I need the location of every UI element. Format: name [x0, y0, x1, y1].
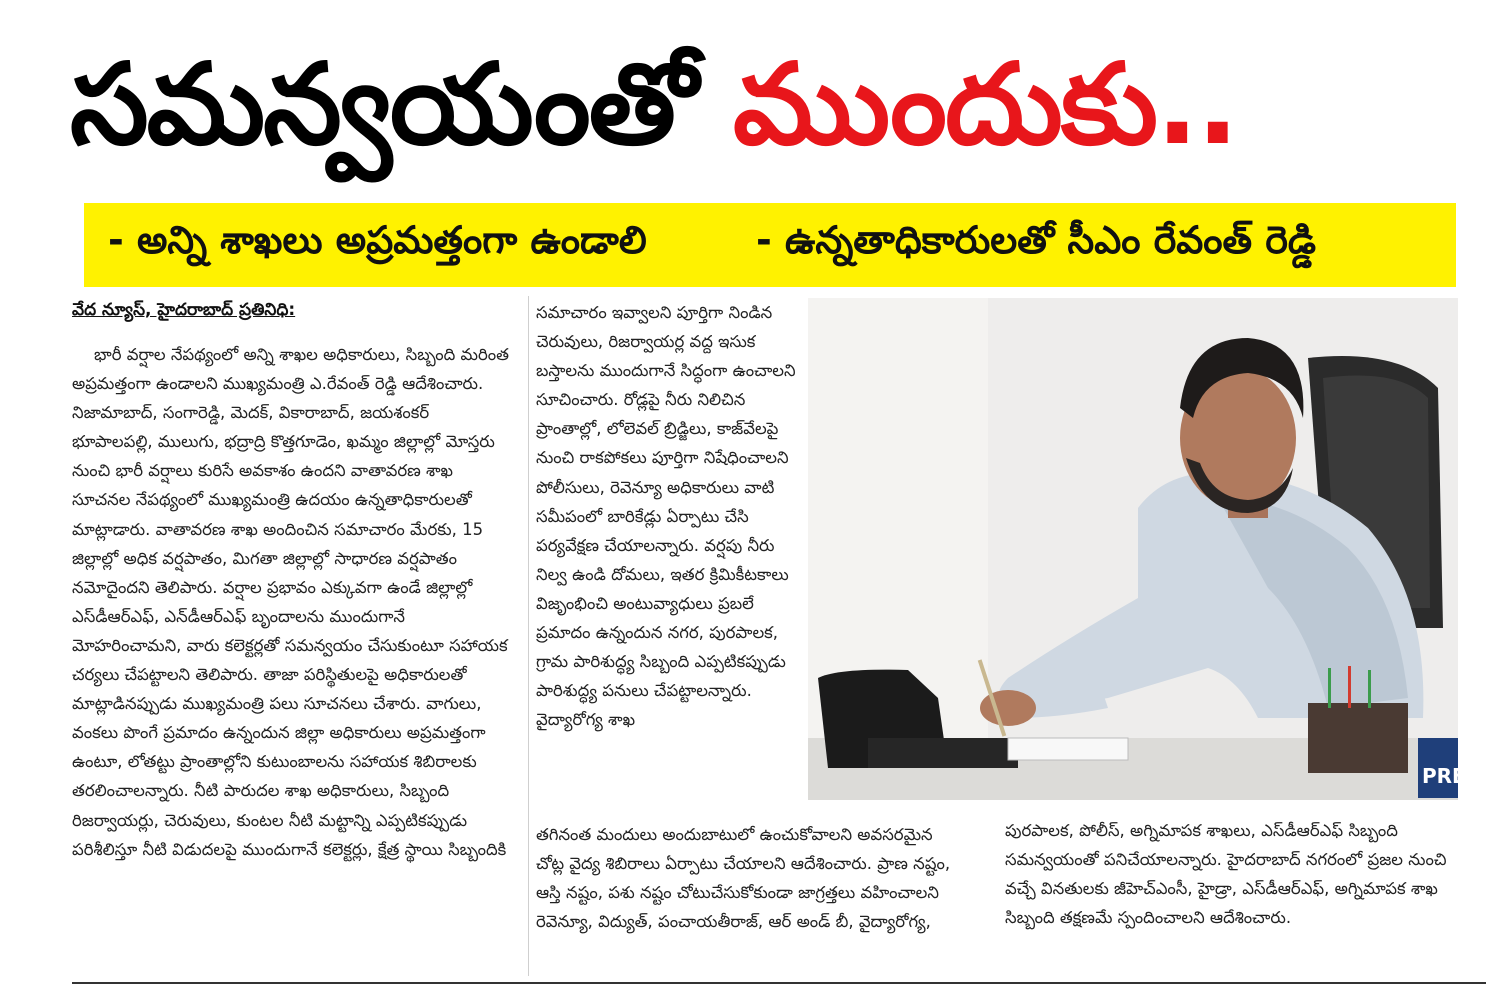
headline — [70, 30, 1470, 180]
column-divider — [528, 296, 529, 976]
headline-part-black: సమన్వయంతో — [70, 40, 696, 170]
byline: వేద న్యూస్, హైదరాబాద్ ప్రతినిధి: — [72, 300, 296, 320]
article-column-2: సమాచారం ఇవ్వాలని పూర్తిగా నిండిన చెరువులు, రిజర్వాయర్ల వద్ద ఇసుక బస్తాలను ముందుగానే సిద్ధంగా ఉంచాలని సూచించారు. రోడ్లపై నీరు నిలిచిన ప్రాంతాల్లో, లోలెవల్ బ్రిడ్జిలు, కాజ్‌వేలపై నుంచి రాకపోకలు పూర్తిగా నిషేధించాలని పోలీసులు, రెవెన్యూ అధికారులు వాటి సమీపంలో బారికేడ్లు ఏర్పాటు చేసి పర్యవేక్షణ చేయాలన్నారు. వర్షపు నీరు నిల్వ ఉండి దోమలు, ఇతర క్రిమికీటకాలు విజృంభించి అంటువ్యాధులు ప్రబలే ప్రమాదం ఉన్నందున నగర, పురపాలక, గ్రామ పారిశుద్ధ్య సిబ్బంది ఎప్పటికప్పుడు పారిశుద్ధ్య పనులు చేపట్టాలన్నారు. వైద్యారోగ్య శాఖ — [536, 303, 796, 730]
subheading-second: - ఉన్నతాధికారులతో సీఎం రేవంత్ రెడ్డి — [756, 218, 1316, 262]
headline-part-red: ముందుకు.. — [732, 40, 1238, 170]
news-photo — [808, 298, 1466, 800]
subheading-first: - అన్ని శాఖలు అప్రమత్తంగా ఉండాలి — [108, 218, 647, 262]
photo-illustration — [808, 298, 1466, 800]
article-column-3: తగినంత మందులు అందుబాటులో ఉంచుకోవాలని అవసరమైన చోట్ల వైద్య శిబిరాలు ఏర్పాటు చేయాలని ఆదేశించారు. ప్రాణ నష్టం, ఆస్తి నష్టం, పశు నష్టం చోటుచేసుకోకుండా జాగ్రత్తలు వహించాలని రెవెన్యూ, విద్యుత్, పంచాయతీరాజ్, ఆర్ అండ్ బీ, వైద్యారోగ్య, — [536, 825, 951, 932]
subheading-bar — [84, 203, 1456, 287]
photo-sign-text: PRE — [1422, 764, 1466, 788]
article-column-1: భారీ వర్షాల నేపథ్యంలో అన్ని శాఖల అధికారులు, సిబ్బంది మరింత అప్రమత్తంగా ఉండాలని ముఖ్యమంత్రి ఎ.రేవంత్ రెడ్డి ఆదేశించారు. నిజామాబాద్, సంగారెడ్డి, మెదక్, వికారాబాద్, జయశంకర్ భూపాలపల్లి, ములుగు, భద్రాద్రి కొత్తగూడెం, ఖమ్మం జిల్లాల్లో మోస్తరు నుంచి భారీ వర్షాలు కురిసే అవకాశం ఉందని వాతావరణ శాఖ సూచనల నేపథ్యంలో ముఖ్యమంత్రి ఉదయం ఉన్నతాధికారులతో మాట్లాడారు. వాతావరణ శాఖ అందించిన సమాచారం మేరకు, 15 జిల్లాల్లో అధిక వర్షపాతం, మిగతా జిల్లాల్లో సాధారణ వర్షపాతం నమోదైందని తెలిపారు. వర్షాల ప్రభావం ఎక్కువగా ఉండే జిల్లాల్లో ఎస్‌డీఆర్ఎఫ్, ఎన్‌డీఆర్ఎఫ్ బృందాలను ముందుగానే మోహరించామని, వారు కలెక్టర్లతో సమన్వయం చేసుకుంటూ సహాయక చర్యలు చేపట్టాలని తెలిపారు. తాజా పరిస్థితులపై అధికారులతో మాట్లాడినప్పుడు ముఖ్యమంత్రి పలు సూచనలు చేశారు. వాగులు, వంకలు పొంగే ప్రమాదం ఉన్నందున జిల్లా అధికారులు అప్రమత్తంగా ఉంటూ, లోతట్టు ప్రాంతాల్లోని కుటుంబాలను సహాయక శిబిరాలకు తరలించాలన్నారు. నీటి పారుదల శాఖ అధికారులు, సిబ్బంది రిజర్వాయర్లు, చెరువులు, కుంటల నీటి మట్టాన్ని ఎప్పటికప్పుడు పరిశీలిస్తూ నీటి విడుదలపై ముందుగానే కలెక్టర్లు, క్షేత్ర స్థాయి సిబ్బందికి — [72, 345, 509, 859]
page-bottom-rule — [72, 982, 1486, 984]
article-column-4: పురపాలక, పోలీస్, అగ్నిమాపక శాఖలు, ఎస్‌డీఆర్ఎఫ్ సిబ్బంది సమన్వయంతో పనిచేయాలన్నారు. హైదరాబాద్ నగరంలో ప్రజల నుంచి వచ్చే వినతులకు జీహెచ్ఎంసీ, హైడ్రా, ఎస్‌డీఆర్ఎఫ్, అగ్నిమాపక శాఖ సిబ్బంది తక్షణమే స్పందించాలని ఆదేశించారు. — [1005, 821, 1447, 928]
